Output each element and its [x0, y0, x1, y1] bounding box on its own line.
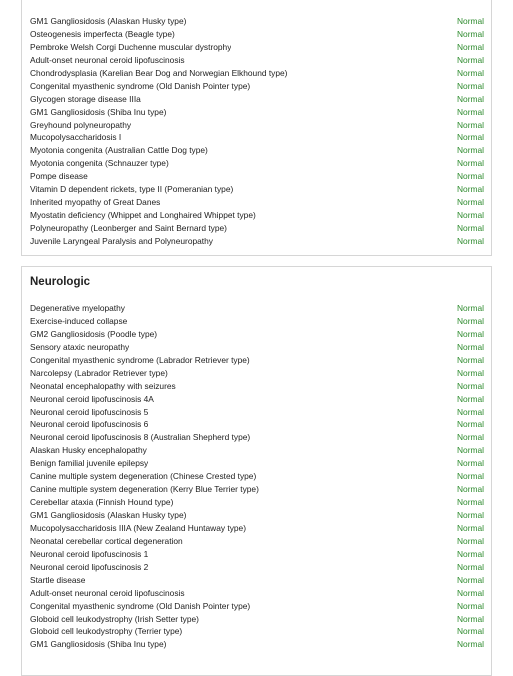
condition-name: GM1 Gangliosidosis (Alaskan Husky type)	[30, 510, 187, 520]
result-row	[30, 15, 484, 28]
condition-name: Narcolepsy (Labrador Retriever type)	[30, 367, 168, 378]
result-row	[30, 406, 484, 419]
result-row	[30, 302, 484, 315]
condition-name: Polyneuropathy (Leonberger and Saint Bernard type)	[30, 223, 227, 233]
result-row	[30, 41, 484, 54]
result-status: Normal	[457, 471, 484, 482]
result-status: Normal	[457, 613, 484, 624]
result-row	[30, 341, 484, 354]
condition-name: Startle disease	[30, 574, 86, 585]
result-row	[30, 625, 484, 638]
condition-name: Congenital myasthenic syndrome (Labrador Retriever type)	[30, 354, 250, 365]
result-row	[30, 354, 484, 367]
results-panel-neurologic	[21, 266, 492, 676]
condition-name: Neuronal ceroid lipofuscinosis 4A	[30, 393, 154, 404]
results-list	[30, 302, 484, 651]
result-row	[30, 235, 484, 248]
result-row	[30, 380, 484, 393]
condition-name: Congenital myasthenic syndrome (Old Danish Pointer type)	[30, 80, 251, 91]
result-status: Normal	[457, 406, 484, 417]
result-status: Normal	[457, 67, 484, 78]
result-status: Normal	[457, 80, 484, 91]
result-row	[30, 470, 484, 483]
condition-name: GM1 Gangliosidosis (Shiba Inu type)	[30, 106, 167, 117]
result-status: Normal	[457, 28, 484, 39]
condition-name: Neuronal ceroid lipofuscinosis 6	[30, 419, 149, 430]
condition-name: Inherited myopathy of Great Danes	[30, 197, 161, 208]
result-row	[30, 444, 484, 457]
result-status: Normal	[457, 235, 484, 246]
result-status: Normal	[457, 432, 484, 443]
result-status: Normal	[457, 548, 484, 559]
condition-name: Neuronal ceroid lipofuscinosis 2	[30, 561, 149, 572]
result-status: Normal	[457, 367, 484, 378]
result-row	[30, 80, 484, 93]
result-status: Normal	[457, 210, 484, 221]
condition-name: Pompe disease	[30, 171, 88, 182]
condition-name: Canine multiple system degeneration (Chinese Crested type)	[30, 471, 257, 482]
result-row	[30, 638, 484, 651]
condition-name: Congenital myasthenic syndrome (Old Danish Pointer type)	[30, 600, 251, 611]
result-row	[30, 535, 484, 548]
condition-name: Neuronal ceroid lipofuscinosis 5	[30, 406, 149, 417]
result-status: Normal	[457, 639, 484, 650]
condition-name: Cerebellar ataxia (Finnish Hound type)	[30, 497, 174, 508]
result-row	[30, 106, 484, 119]
section-title: Neurologic	[30, 276, 91, 288]
condition-name: Neonatal encephalopathy with seizures	[30, 380, 176, 391]
result-row	[30, 209, 484, 222]
result-status: Normal	[457, 626, 484, 637]
result-row	[30, 418, 484, 431]
result-row	[30, 28, 484, 41]
condition-name: Globoid cell leukodystrophy (Irish Setter type)	[30, 613, 199, 624]
condition-name: Myotonia congenita (Schnauzer type)	[30, 158, 169, 169]
result-row	[30, 315, 484, 328]
result-status: Normal	[457, 184, 484, 195]
result-row	[30, 587, 484, 600]
result-row	[30, 222, 484, 235]
result-row	[30, 67, 484, 80]
condition-name: Juvenile Laryngeal Paralysis and Polyneuropathy	[30, 235, 213, 246]
result-status: Normal	[457, 341, 484, 352]
result-status: Normal	[457, 303, 484, 313]
result-status: Normal	[457, 380, 484, 391]
condition-name: Benign familial juvenile epilepsy	[30, 458, 149, 469]
result-row	[30, 93, 484, 106]
result-row	[30, 393, 484, 406]
results-list	[30, 15, 484, 248]
condition-name: Neonatal cerebellar cortical degeneration	[30, 535, 183, 546]
result-row	[30, 574, 484, 587]
result-status: Normal	[457, 561, 484, 572]
condition-name: Canine multiple system degeneration (Kerry Blue Terrier type)	[30, 484, 259, 495]
result-status: Normal	[457, 445, 484, 456]
condition-name: Exercise-induced collapse	[30, 315, 128, 326]
result-row	[30, 496, 484, 509]
result-status: Normal	[457, 106, 484, 117]
result-status: Normal	[457, 16, 484, 26]
result-status: Normal	[457, 197, 484, 208]
result-status: Normal	[457, 145, 484, 156]
result-status: Normal	[457, 315, 484, 326]
condition-name: Alaskan Husky encephalopathy	[30, 445, 147, 456]
result-status: Normal	[457, 158, 484, 169]
result-row	[30, 170, 484, 183]
condition-name: Myostatin deficiency (Whippet and Longhaired Whippet type)	[30, 210, 256, 221]
result-status: Normal	[457, 574, 484, 585]
result-status: Normal	[457, 54, 484, 65]
result-row	[30, 548, 484, 561]
condition-name: Mucopolysaccharidosis I	[30, 132, 122, 143]
result-row	[30, 119, 484, 132]
result-row	[30, 131, 484, 144]
result-row	[30, 613, 484, 626]
result-row	[30, 600, 484, 613]
results-panel-top	[21, 0, 492, 256]
result-row	[30, 522, 484, 535]
result-status: Normal	[457, 497, 484, 508]
result-row	[30, 457, 484, 470]
result-row	[30, 183, 484, 196]
condition-name: Chondrodysplasia (Karelian Bear Dog and Norwegian Elkhound type)	[30, 67, 288, 78]
result-status: Normal	[457, 41, 484, 52]
condition-name: Osteogenesis imperfecta (Beagle type)	[30, 28, 175, 39]
condition-name: GM2 Gangliosidosis (Poodle type)	[30, 328, 158, 339]
result-status: Normal	[457, 171, 484, 182]
condition-name: Neuronal ceroid lipofuscinosis 8 (Australian Shepherd type)	[30, 432, 251, 443]
result-row	[30, 157, 484, 170]
result-status: Normal	[457, 223, 484, 233]
result-status: Normal	[457, 393, 484, 404]
result-status: Normal	[457, 419, 484, 430]
condition-name: Adult-onset neuronal ceroid lipofuscinosis	[30, 587, 185, 598]
condition-name: Myotonia congenita (Australian Cattle Dog type)	[30, 145, 208, 156]
result-status: Normal	[457, 535, 484, 546]
result-row	[30, 431, 484, 444]
condition-name: Sensory ataxic neuropathy	[30, 341, 130, 352]
result-row	[30, 54, 484, 67]
result-status: Normal	[457, 354, 484, 365]
condition-name: Globoid cell leukodystrophy (Terrier type)	[30, 626, 183, 637]
condition-name: Degenerative myelopathy	[30, 303, 125, 313]
result-row	[30, 509, 484, 522]
result-status: Normal	[457, 522, 484, 533]
result-row	[30, 196, 484, 209]
result-status: Normal	[457, 458, 484, 469]
condition-name: Adult-onset neuronal ceroid lipofuscinosis	[30, 54, 185, 65]
result-status: Normal	[457, 132, 484, 143]
condition-name: Glycogen storage disease IIIa	[30, 93, 141, 104]
result-row	[30, 144, 484, 157]
condition-name: Neuronal ceroid lipofuscinosis 1	[30, 548, 149, 559]
result-status: Normal	[457, 119, 484, 130]
result-status: Normal	[457, 587, 484, 598]
condition-name: GM1 Gangliosidosis (Shiba Inu type)	[30, 639, 167, 650]
result-status: Normal	[457, 600, 484, 611]
result-status: Normal	[457, 484, 484, 495]
condition-name: Mucopolysaccharidosis IIIA (New Zealand Huntaway type)	[30, 522, 246, 533]
condition-name: GM1 Gangliosidosis (Alaskan Husky type)	[30, 16, 187, 26]
condition-name: Vitamin D dependent rickets, type II (Pomeranian type)	[30, 184, 234, 195]
result-row	[30, 483, 484, 496]
result-status: Normal	[457, 510, 484, 520]
result-status: Normal	[457, 328, 484, 339]
condition-name: Pembroke Welsh Corgi Duchenne muscular dystrophy	[30, 41, 232, 52]
result-row	[30, 328, 484, 341]
result-status: Normal	[457, 93, 484, 104]
condition-name: Greyhound polyneuropathy	[30, 119, 132, 130]
result-row	[30, 367, 484, 380]
result-row	[30, 561, 484, 574]
